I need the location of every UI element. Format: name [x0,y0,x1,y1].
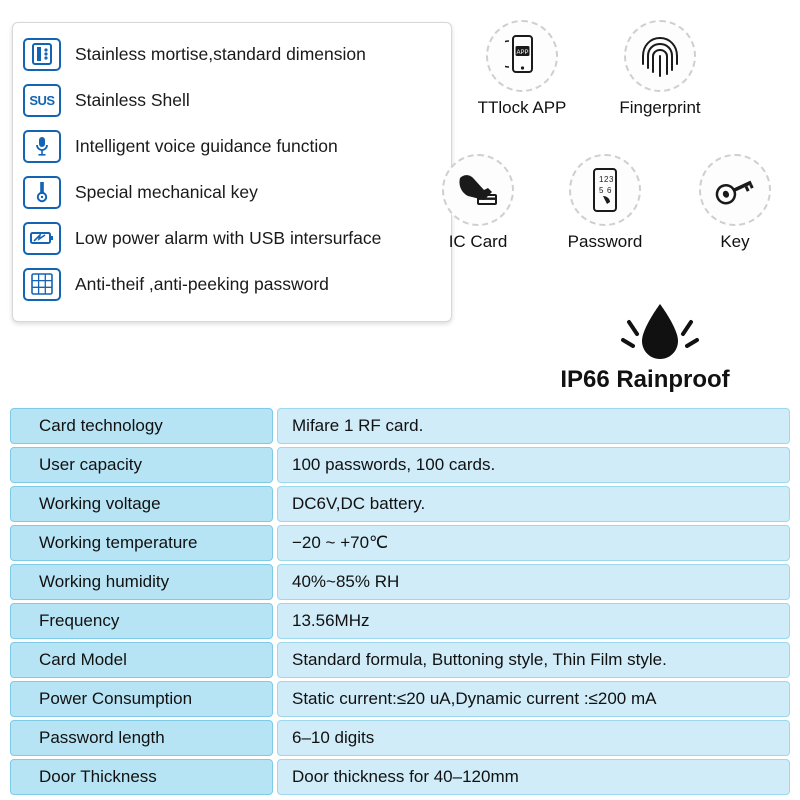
spec-label: Power Consumption [10,681,273,717]
feature-item [23,123,445,169]
rainproof-badge [500,300,790,400]
table-row [10,486,790,522]
method-label: TTlock APP [477,98,567,117]
feature-item [23,215,445,261]
feature-label: Stainless mortise,standard dimension [75,43,366,64]
unlock-methods-group [448,14,795,304]
table-row [10,603,790,639]
spec-value: 6–10 digits [277,720,790,756]
spec-label: Working humidity [10,564,273,600]
feature-label: Special mechanical key [75,181,258,202]
spec-value: Mifare 1 RF card. [277,408,790,444]
spec-label: Card technology [10,408,273,444]
spec-value: DC6V,DC battery. [277,486,790,522]
feature-label: Stainless Shell [75,89,190,110]
spec-value: Standard formula, Buttoning style, Thin Film style. [277,642,790,678]
features-panel [12,22,452,322]
spec-value: Static current:≤20 uA,Dynamic current :≤200 mA [277,681,790,717]
method-key [680,154,790,252]
method-label: Password [567,232,643,251]
mechanical-key-icon [23,176,61,209]
method-ic-card [423,154,533,252]
table-row [10,447,790,483]
svg-text:3: 3 [609,175,614,184]
svg-text:5: 5 [599,186,604,195]
spec-label: Password length [10,720,273,756]
spec-label: Frequency [10,603,273,639]
spec-value: 40%~85% RH [277,564,790,600]
table-row [10,759,790,795]
fingerprint-icon [624,20,696,92]
smartphone-app-icon [486,20,558,92]
feature-item [23,31,445,77]
svg-text:2: 2 [604,175,609,184]
ic-card-hand-icon [442,154,514,226]
svg-text:6: 6 [607,186,612,195]
table-row [10,525,790,561]
mortise-icon [23,38,61,71]
method-label: Key [720,232,750,251]
method-password [550,154,660,252]
water-drop-icon [605,300,715,366]
feature-item [23,261,445,307]
spec-label: User capacity [10,447,273,483]
spec-label: Working voltage [10,486,273,522]
feature-label: Low power alarm with USB intersurface [75,227,382,248]
svg-text:APP: APP [516,50,529,56]
specifications-table [10,405,790,798]
rainproof-label: IP66 Rainproof [560,366,730,393]
method-label: IC Card [448,232,508,251]
table-row [10,720,790,756]
battery-usb-icon [23,222,61,255]
password-keypad-icon [569,154,641,226]
method-label: Fingerprint [619,98,701,117]
spec-value: 100 passwords, 100 cards. [277,447,790,483]
keypad-icon [23,268,61,301]
method-fingerprint [605,20,715,118]
table-row [10,681,790,717]
spec-label: Working temperature [10,525,273,561]
sus-icon: SUS [23,84,61,117]
table-row [10,564,790,600]
method-ttlock-app [467,20,577,118]
spec-label: Door Thickness [10,759,273,795]
microphone-icon [23,130,61,163]
spec-value: Door thickness for 40–120mm [277,759,790,795]
spec-value: −20 ~ +70℃ [277,525,790,561]
table-row [10,408,790,444]
feature-label: Intelligent voice guidance function [75,135,338,156]
key-icon [699,154,771,226]
spec-label: Card Model [10,642,273,678]
feature-item [23,169,445,215]
spec-value: 13.56MHz [277,603,790,639]
table-row [10,642,790,678]
feature-item [23,77,445,123]
feature-label: Anti-theif ,anti-peeking password [75,273,329,294]
svg-text:1: 1 [599,175,604,184]
